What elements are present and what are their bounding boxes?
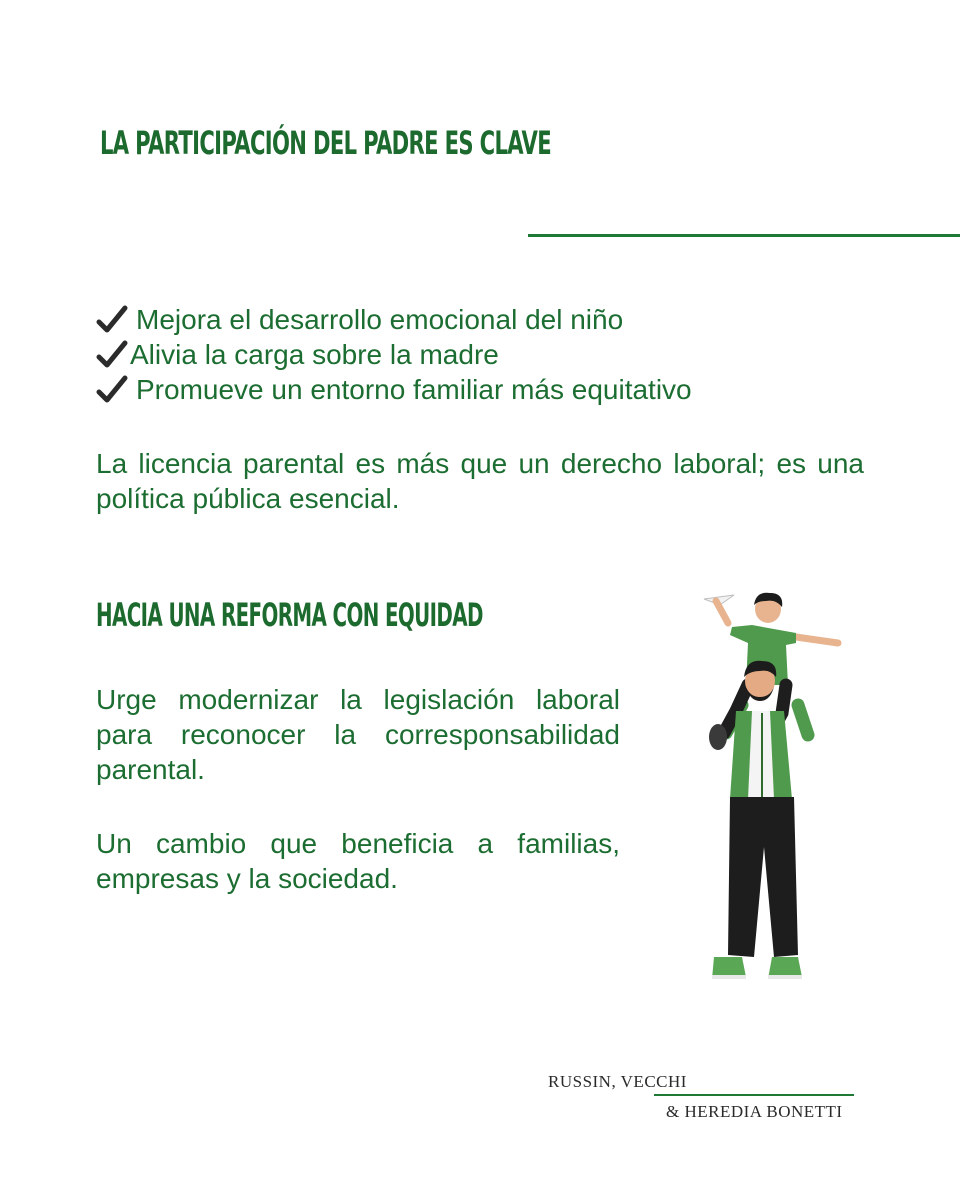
divider-line [528, 234, 960, 237]
parental-leave-paragraph: La licencia parental es más que un derecho laboral; es una política pública esencial. [96, 448, 864, 514]
firm-logo-line1: RUSSIN, VECCHI [548, 1072, 687, 1091]
list-item [96, 372, 692, 407]
checklist-item-text: Alivia la carga sobre la madre [130, 338, 499, 370]
section-title-reform: HACIA UNA REFORMA CON EQUIDAD [96, 596, 483, 634]
benefit-paragraph: Un cambio que beneficia a familias, empresas y la sociedad. [96, 828, 620, 894]
checkmark-icon [96, 375, 128, 405]
logo-divider [654, 1094, 854, 1096]
reform-paragraph: Urge modernizar la legislación laboral para reconocer la corresponsabilidad parental. [96, 684, 620, 785]
father-child-illustration [690, 585, 850, 985]
checkmark-icon [96, 305, 128, 335]
list-item [96, 337, 692, 372]
section-title-father-participation: LA PARTICIPACIÓN DEL PADRE ES CLAVE [100, 124, 551, 162]
checklist-item-text: Mejora el desarrollo emocional del niño [136, 303, 624, 335]
checklist-item-text: Promueve un entorno familiar más equitativo [136, 373, 692, 405]
firm-logo-line2: & HEREDIA BONETTI [666, 1102, 843, 1121]
checkmark-icon [96, 340, 128, 370]
benefits-checklist [96, 302, 692, 407]
list-item [96, 302, 692, 337]
